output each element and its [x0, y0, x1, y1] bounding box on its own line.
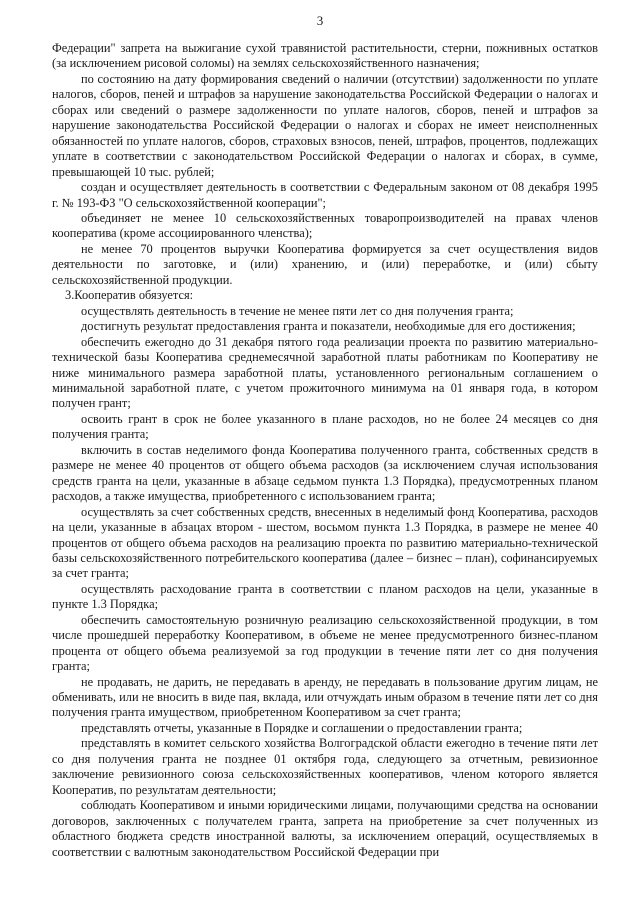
- paragraph-members-count: объединяет не менее 10 сельскохозяйственных товаропроизводителей на правах членов кооператива (кроме ассоциированного членства);: [52, 210, 598, 241]
- paragraph-own-funds: осуществлять за счет собственных средств, внесенных в неделимый фонд Кооператива, расходов на цели, указанные в абзацах втором - шестом, восьмом пункта 1.3 Порядка, в размере не менее 40 процентов от общего объема расходов на реализацию проекта по развитию материально-технической базы сельскохозяйственного потребительского кооператива (далее – бизнес – план), софинансируемых за счет гранта;: [52, 504, 598, 581]
- page-number: 3: [316, 13, 324, 28]
- document-body: [52, 41, 598, 860]
- paragraph-achieve-result: достигнуть результат предоставления гранта и показатели, необходимые для его достижения;: [81, 319, 576, 334]
- paragraph-salary: обеспечить ежегодно до 31 декабря пятого года реализации проекта по развитию материально-технической базы Кооператива среднемесячной заработной платы работникам по Кооперативу не ниже минимального размера заработной платы, установленного региональным соглашением о минимальной заработной плате, с учетом прожиточного минимума на 01 января года, в котором получен грант;: [52, 334, 598, 411]
- paragraph-reports: представлять отчеты, указанные в Порядке и соглашении о предоставлении гранта;: [81, 720, 523, 735]
- paragraph-continuation: Федерации" запрета на выжигание сухой травянистой растительности, стерни, пожнивных остатков (за исключением рисовой соломы) на землях сельскохозяйственного назначения;: [52, 41, 598, 71]
- paragraph-audit-conclusion: представлять в комитет сельского хозяйства Волгоградской области ежегодно в течение пяти лет со дня получения гранта не позднее 01 октября года, следующего за отчетным, ревизионное заключение ревизионного союза сельскохозяйственных кооперативов, членом которого является Кооператив, по результатам деятельности;: [52, 736, 598, 797]
- paragraph-use-grant-term: освоить грант в срок не более указанного в плане расходов, но не более 24 месяцев со дня получения гранта;: [52, 411, 598, 442]
- section-heading-obligations: 3.Кооператив обязуется:: [65, 288, 194, 303]
- paragraph-spending-plan: осуществлять расходование гранта в соответствии с планом расходов на цели, указанные в пункте 1.3 Порядка;: [52, 581, 598, 612]
- paragraph-revenue-share: не менее 70 процентов выручки Кооператива формируется за счет осуществления видов деятельности по заготовке, и (или) хранению, и (или) переработке, и (или) сбыту сельскохозяйственной продукции.: [52, 241, 598, 287]
- paragraph-indivisible-fund: включить в состав неделимого фонда Кооператива полученного гранта, собственных средств в размере не менее 40 процентов от общего объема расходов (за исключением случая использования средств гранта на цели, указанные в абзаце седьмом пункта 1.3 Порядка), предусмотренных планом расходов, а также имущества, приобретенного с использованием гранта;: [52, 442, 598, 504]
- paragraph-currency-ban: соблюдать Кооперативом и иными юридическими лицами, получающими средства на основании договоров, заключенных с получателем гранта, запрета на приобретение за счет полученных из областного бюджета средств иностранной валюты, за исключением операций, осуществляемых в соответствии с валютным законодательством Российской Федерации при: [52, 798, 598, 859]
- paragraph-retail-sales: обеспечить самостоятельную розничную реализацию сельскохозяйственной продукции, в том числе прошедшей переработку Кооперативом, в объеме не менее предусмотренного бизнес-планом процента от общего объема реализуемой за год продукции в течение пяти лет со дня получения гранта;: [52, 612, 598, 674]
- paragraph-tax-debt: по состоянию на дату формирования сведений о наличии (отсутствии) задолженности по уплате налогов, сборов, пеней и штрафов за нарушение законодательства Российской Федерации о налогах и сборах или сведений о размере задолженности по уплате налогов, сборов, пеней и штрафов за нарушение законодательства Российской Федерации о налогах и сборах не имеет неисполненных обязанностей по уплате налогов, сборов, страховых взносов, пеней, штрафов, процентов, подлежащих уплате в соответствии с законодательством Российской Федерации о налогах и сборах, в сумме, превышающей 10 тыс. рублей;: [52, 71, 598, 179]
- paragraph-operate-five-years: осуществлять деятельность в течение не менее пяти лет со дня получения гранта;: [81, 303, 514, 318]
- paragraph-no-alienation: не продавать, не дарить, не передавать в аренду, не передавать в пользование другим лицам, не обменивать, или не вносить в виде пая, вклада, или отчуждать иным образом в течение пяти лет со дня получения гранта имуществом, приобретенном Кооперативом за счет гранта;: [52, 674, 598, 720]
- paragraph-created-by-law: создан и осуществляет деятельность в соответствии с Федеральным законом от 08 декабря 1995 г. № 193-ФЗ "О сельскохозяйственной кооперации";: [52, 180, 598, 210]
